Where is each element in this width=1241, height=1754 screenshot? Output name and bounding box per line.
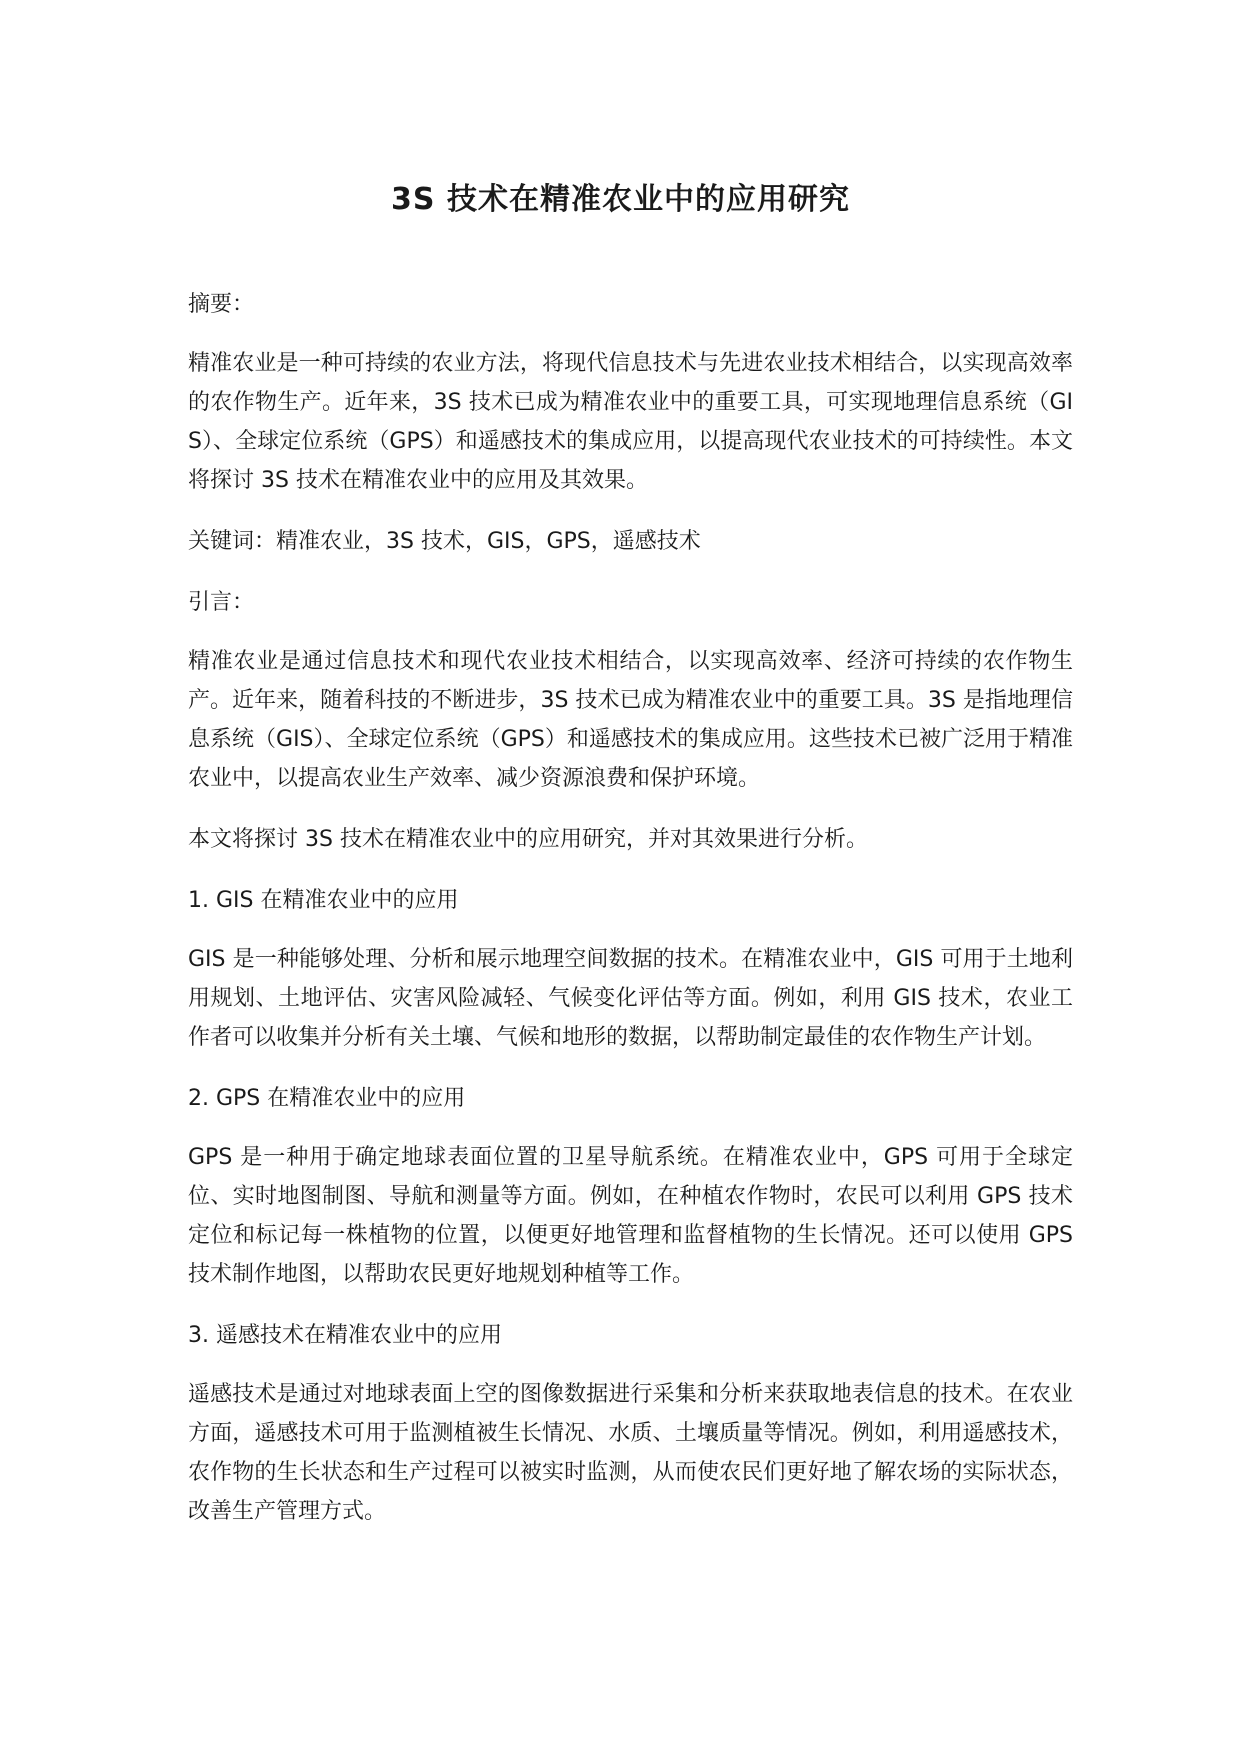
section-body-gps: GPS 是一种用于确定地球表面位置的卫星导航系统。在精准农业中，GPS 可用于全球定位、实时地图制图、导航和测量等方面。例如，在种植农作物时，农民可以利用 GPS 技术定位和标记每一株植物的位置，以便更好地管理和监督植物的生长情况。还可以使用 GPS 技术制作地图，以帮助农民更好地规划种植等工作。	[188, 1145, 1073, 1287]
document-title: 3S 技术在精准农业中的应用研究	[391, 182, 850, 217]
section-heading-gps: 2. GPS 在精准农业中的应用	[188, 1086, 466, 1111]
intro-paragraph-1: 精准农业是通过信息技术和现代农业技术相结合，以实现高效率、经济可持续的农作物生产。近年来，随着科技的不断进步，3S 技术已成为精准农业中的重要工具。3S 是指地理信息系统（GIS）、全球定位系统（GPS）和遥感技术的集成应用。这些技术已被广泛用于精准农业中，以提高农业生产效率、减少资源浪费和保护环境。	[188, 649, 1073, 791]
section-heading-gis: 1. GIS 在精准农业中的应用	[188, 888, 459, 913]
intro-paragraph-2: 本文将探讨 3S 技术在精准农业中的应用研究，并对其效果进行分析。	[188, 827, 868, 852]
section-body-remote-sensing: 遥感技术是通过对地球表面上空的图像数据进行采集和分析来获取地表信息的技术。在农业方面，遥感技术可用于监测植被生长情况、水质、土壤质量等情况。例如，利用遥感技术，农作物的生长状态和生产过程可以被实时监测，从而使农民们更好地了解农场的实际状态，改善生产管理方式。	[188, 1382, 1073, 1524]
abstract-text: 精准农业是一种可持续的农业方法，将现代信息技术与先进农业技术相结合，以实现高效率的农作物生产。近年来，3S 技术已成为精准农业中的重要工具，可实现地理信息系统（GIS）、全球定位系统（GPS）和遥感技术的集成应用，以提高现代农业技术的可持续性。本文将探讨 3S 技术在精准农业中的应用及其效果。	[188, 351, 1073, 493]
intro-label: 引言：	[188, 590, 255, 615]
document-body	[188, 285, 1073, 1553]
abstract-label: 摘要：	[188, 292, 255, 317]
keywords: 关键词：精准农业，3S 技术，GIS，GPS，遥感技术	[188, 529, 701, 554]
section-heading-remote-sensing: 3. 遥感技术在精准农业中的应用	[188, 1323, 502, 1348]
section-body-gis: GIS 是一种能够处理、分析和展示地理空间数据的技术。在精准农业中，GIS 可用于土地利用规划、土地评估、灾害风险减轻、气候变化评估等方面。例如，利用 GIS 技术，农业工作者可以收集并分析有关土壤、气候和地形的数据，以帮助制定最佳的农作物生产计划。	[188, 947, 1073, 1050]
